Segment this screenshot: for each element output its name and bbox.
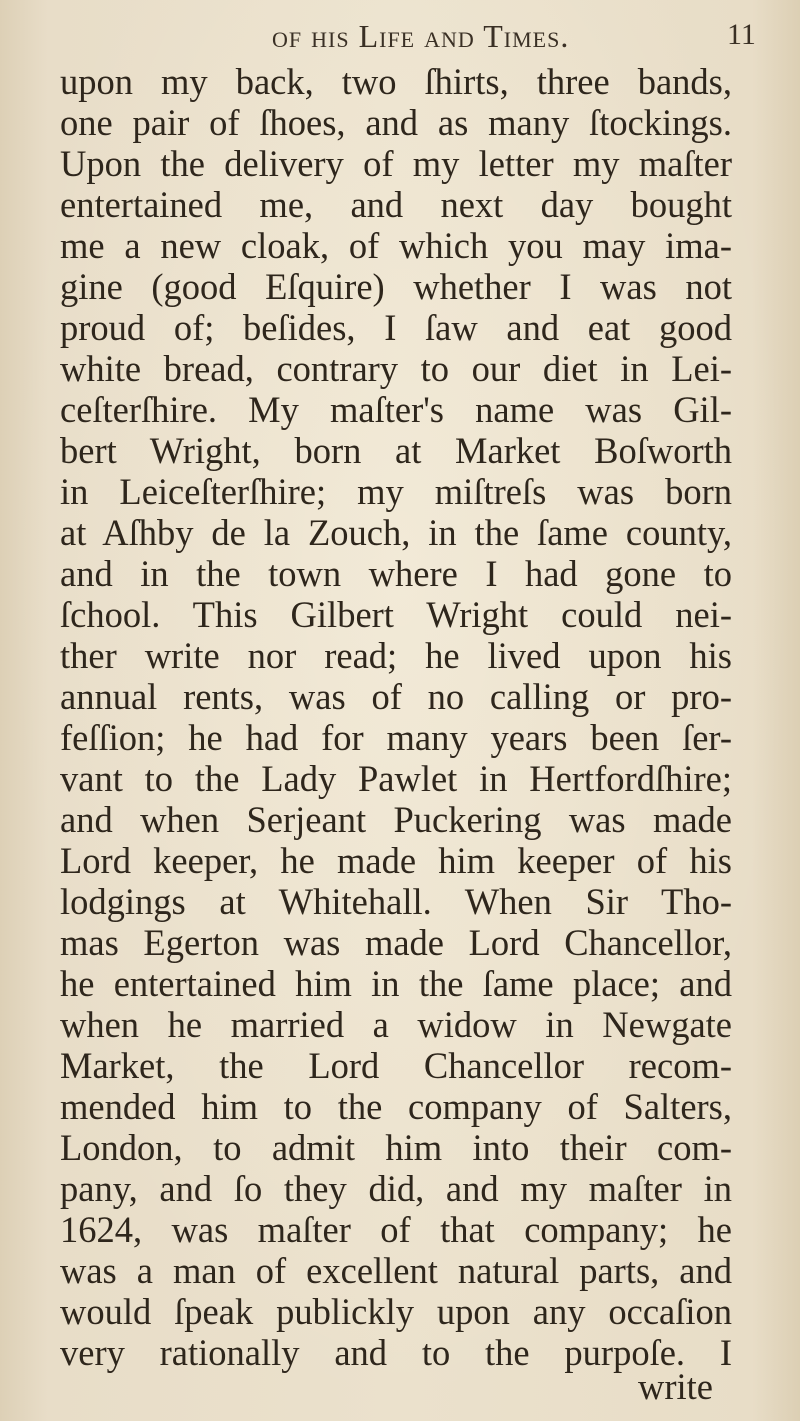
text-line: Market, the Lord Chancellor recom- [60,1045,732,1086]
running-head [0,14,800,54]
text-line: me a new cloak, of which you may ima- [60,225,732,266]
text-line: he entertained him in the ſame place; and [60,963,732,1004]
text-line: white bread, contrary to our diet in Lei- [60,348,732,389]
page-number: 11 [727,18,756,51]
text-line: ther write nor read; he lived upon his [60,635,732,676]
text-line: ſchool. This Gilbert Wright could nei- [60,594,732,635]
text-line: London, to admit him into their com- [60,1127,732,1168]
text-line: in Leiceſterſhire; my miſtreſs was born [60,471,732,512]
text-line: at Aſhby de la Zouch, in the ſame county, [60,512,732,553]
text-line: mended him to the company of Salters, [60,1086,732,1127]
text-line: feſſion; he had for many years been ſer- [60,717,732,758]
text-line: one pair of ſhoes, and as many ſtockings. [60,102,732,143]
text-line: Lord keeper, he made him keeper of his [60,840,732,881]
text-line: Upon the delivery of my letter my maſter [60,143,732,184]
text-line: proud of; beſides, I ſaw and eat good [60,307,732,348]
text-line: annual rents, was of no calling or pro- [60,676,732,717]
text-line: bert Wright, born at Market Boſworth [60,430,732,471]
text-line: very rationally and to the purpoſe. I [60,1332,732,1373]
text-line: mas Egerton was made Lord Chancellor, [60,922,732,963]
text-line: would ſpeak publickly upon any occaſion [60,1291,732,1332]
text-line: when he married a widow in Newgate [60,1004,732,1045]
text-line: vant to the Lady Pawlet in Hertfordſhire; [60,758,732,799]
text-line: lodgings at Whitehall. When Sir Tho- [60,881,732,922]
text-line: entertained me, and next day bought [60,184,732,225]
text-line: pany, and ſo they did, and my maſter in [60,1168,732,1209]
text-line: upon my back, two ſhirts, three bands, [60,61,732,102]
text-line: ceſterſhire. My maſter's name was Gil- [60,389,732,430]
text-line: and in the town where I had gone to [60,553,732,594]
catchword: write [638,1366,713,1407]
running-head-title: of his Life and Times. [272,18,570,54]
text-line: 1624, was maſter of that company; he [60,1209,732,1250]
text-line: and when Serjeant Puckering was made [60,799,732,840]
text-line: gine (good Eſquire) whether I was not [60,266,732,307]
text-line: was a man of excellent natural parts, and [60,1250,732,1291]
